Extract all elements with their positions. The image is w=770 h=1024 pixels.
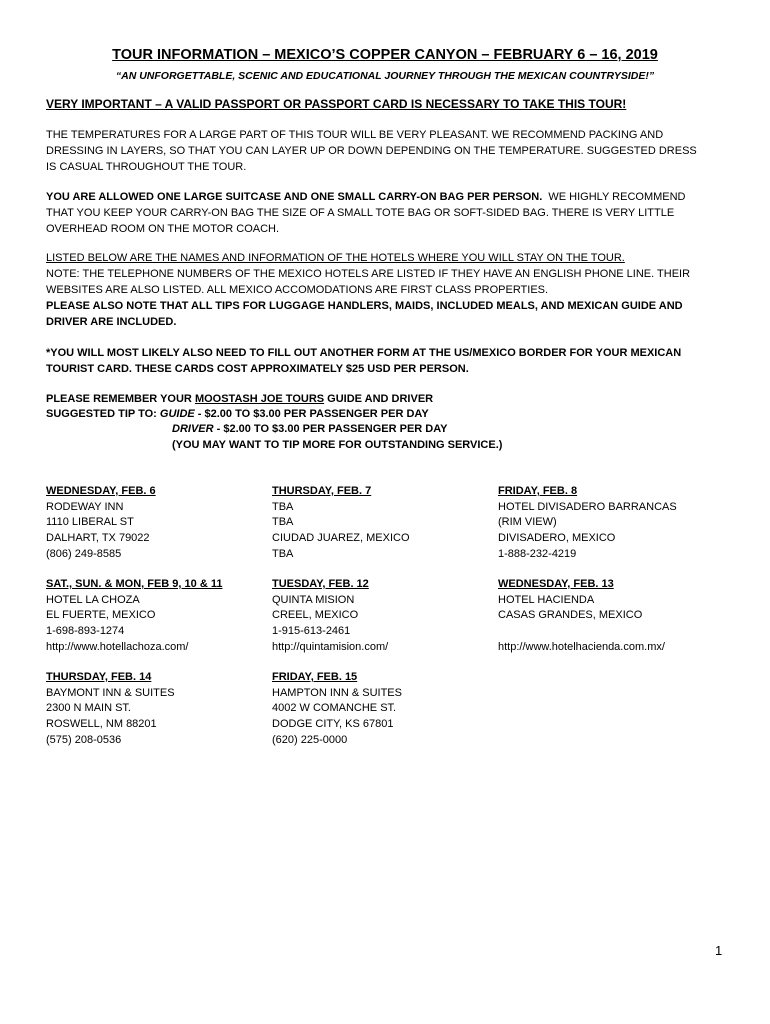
itinerary-line: HOTEL HACIENDA [498, 593, 595, 606]
itinerary-entry [272, 670, 492, 749]
page-number: 1 [715, 943, 723, 958]
itinerary-line: DODGE CITY, KS 67801 [272, 718, 394, 731]
itinerary-day: THURSDAY, FEB. 7 [272, 485, 372, 497]
itinerary-entry [46, 577, 266, 656]
itinerary-entry [498, 577, 718, 656]
tip-more-line: (YOU MAY WANT TO TIP MORE FOR OUTSTANDING SERVICE.) [172, 439, 503, 451]
itinerary-day: WEDNESDAY, FEB. 13 [498, 578, 614, 590]
itinerary-line: TBA [272, 547, 294, 560]
itinerary-link[interactable]: http://quintamision.com/ [272, 640, 389, 653]
itinerary-entry [272, 577, 492, 656]
temperature-line: IS CASUAL THROUGHOUT THE TOUR. [46, 161, 247, 173]
itinerary-line: (806) 249-8585 [46, 547, 122, 560]
itinerary-entry [498, 484, 718, 563]
hotels-intro-paragraph [46, 250, 736, 330]
hotels-listed-line: LISTED BELOW ARE THE NAMES AND INFORMATION OF THE HOTELS WHERE YOU WILL STAY ON THE TOUR. [46, 252, 625, 264]
itinerary-line: HAMPTON INN & SUITES [272, 686, 402, 699]
temperature-paragraph [46, 127, 736, 175]
itinerary-line: (RIM VIEW) [498, 516, 557, 529]
itinerary-line: 4002 W COMANCHE ST. [272, 702, 397, 715]
tip-remember-line [46, 391, 433, 407]
tips-included-line: DRIVER ARE INCLUDED. [46, 316, 177, 328]
itinerary-day: SAT., SUN. & MON, FEB 9, 10 & 11 [46, 578, 223, 590]
itinerary-line: 1110 LIBERAL ST [46, 516, 134, 529]
luggage-line: OVERHEAD ROOM ON THE MOTOR COACH. [46, 223, 280, 235]
tip-driver-line [172, 421, 448, 437]
itinerary-day: TUESDAY, FEB. 12 [272, 578, 369, 590]
itinerary-line: 1-698-893-1274 [46, 625, 125, 638]
itinerary-day: FRIDAY, FEB. 15 [272, 671, 358, 683]
itinerary-line: DIVISADERO, MEXICO [498, 532, 616, 545]
itinerary-link[interactable]: http://www.hotelhacienda.com.mx/ [498, 640, 665, 653]
itinerary-line: 1-888-232-4219 [498, 547, 577, 560]
itinerary-line: CREEL, MEXICO [272, 609, 359, 622]
luggage-allowance: YOU ARE ALLOWED ONE LARGE SUITCASE AND ONE SMALL CARRY-ON BAG PER PERSON. [46, 191, 543, 203]
border-form-line: *YOU WILL MOST LIKELY ALSO NEED TO FILL OUT ANOTHER FORM AT THE US/MEXICO BORDER FOR YOUR MEXICAN [46, 347, 682, 359]
temperature-line: DRESSING IN LAYERS, SO THAT YOU CAN LAYER UP OR DOWN DEPENDING ON THE TEMPERATURE. SUGGESTED DRESS [46, 145, 697, 157]
itinerary-link[interactable]: http://www.hotellachoza.com/ [46, 640, 189, 653]
tip-driver-amount: - $2.00 TO $3.00 PER PASSENGER PER DAY [213, 423, 448, 435]
itinerary-line: HOTEL DIVISADERO BARRANCAS [498, 500, 677, 513]
itinerary-line: TBA [272, 516, 294, 529]
border-form-paragraph [46, 345, 736, 377]
itinerary-line: BAYMONT INN & SUITES [46, 686, 175, 699]
itinerary-line: (620) 225-0000 [272, 733, 348, 746]
document-title: TOUR INFORMATION – MEXICO’S COPPER CANYON – FEBRUARY 6 – 16, 2019 [112, 47, 658, 63]
passport-notice: VERY IMPORTANT – A VALID PASSPORT OR PASSPORT CARD IS NECESSARY TO TAKE THIS TOUR! [46, 97, 627, 111]
itinerary-line: (575) 208-0536 [46, 733, 122, 746]
luggage-paragraph [46, 189, 736, 237]
tip-remember-text: PLEASE REMEMBER YOUR [46, 393, 195, 405]
itinerary-day: FRIDAY, FEB. 8 [498, 485, 578, 497]
luggage-recommend: WE HIGHLY RECOMMEND [548, 191, 686, 203]
luggage-line [46, 189, 736, 205]
tour-company-name: MOOSTASH JOE TOURS [194, 393, 325, 405]
itinerary-line: 1-915-613-2461 [272, 625, 351, 638]
tip-guide-amount: - $2.00 TO $3.00 PER PASSENGER PER DAY [194, 408, 429, 420]
itinerary-line: TBA [272, 500, 294, 513]
itinerary-line: DALHART, TX 79022 [46, 532, 150, 545]
tip-guide-label: GUIDE [159, 408, 195, 420]
itinerary-line [498, 624, 718, 640]
itinerary-line: ROSWELL, NM 88201 [46, 718, 157, 731]
hotels-note-line: WEBSITES ARE ALSO LISTED. ALL MEXICO ACCOMODATIONS ARE FIRST CLASS PROPERTIES. [46, 284, 549, 296]
itinerary-line: CIUDAD JUAREZ, MEXICO [272, 532, 410, 545]
itinerary-entry [272, 484, 492, 563]
itinerary-entry [46, 670, 266, 749]
luggage-line: THAT YOU KEEP YOUR CARRY-ON BAG THE SIZE OF A SMALL TOTE BAG OR SOFT-SIDED BAG. THERE IS VERY LITTLE [46, 207, 675, 219]
hotels-note-line: NOTE: THE TELEPHONE NUMBERS OF THE MEXICO HOTELS ARE LISTED IF THEY HAVE AN ENGLISH PHONE LINE. THEIR [46, 268, 691, 280]
tip-guide-line [46, 406, 429, 422]
itinerary-day: WEDNESDAY, FEB. 6 [46, 485, 156, 497]
border-form-line: TOURIST CARD. THESE CARDS COST APPROXIMATELY $25 USD PER PERSON. [46, 363, 469, 375]
itinerary-line: EL FUERTE, MEXICO [46, 609, 156, 622]
itinerary-line: RODEWAY INN [46, 500, 124, 513]
itinerary-line: CASAS GRANDES, MEXICO [498, 609, 643, 622]
tip-suggested-label: SUGGESTED TIP TO: [46, 408, 160, 420]
temperature-line: THE TEMPERATURES FOR A LARGE PART OF THIS TOUR WILL BE VERY PLEASANT. WE RECOMMEND PACKING AND [46, 129, 664, 141]
document-subtitle: “AN UNFORGETTABLE, SCENIC AND EDUCATIONAL JOURNEY THROUGH THE MEXICAN COUNTRYSIDE!” [115, 70, 655, 82]
itinerary-line: 2300 N MAIN ST. [46, 702, 131, 715]
itinerary-line: HOTEL LA CHOZA [46, 593, 140, 606]
tip-remember-text: GUIDE AND DRIVER [324, 393, 434, 405]
tip-driver-label: DRIVER [172, 423, 214, 435]
tips-included-line: PLEASE ALSO NOTE THAT ALL TIPS FOR LUGGAGE HANDLERS, MAIDS, INCLUDED MEALS, AND MEXICAN GUIDE AND [46, 300, 683, 312]
itinerary-day: THURSDAY, FEB. 14 [46, 671, 152, 683]
itinerary-entry [46, 484, 266, 563]
itinerary-line: QUINTA MISION [272, 593, 355, 606]
